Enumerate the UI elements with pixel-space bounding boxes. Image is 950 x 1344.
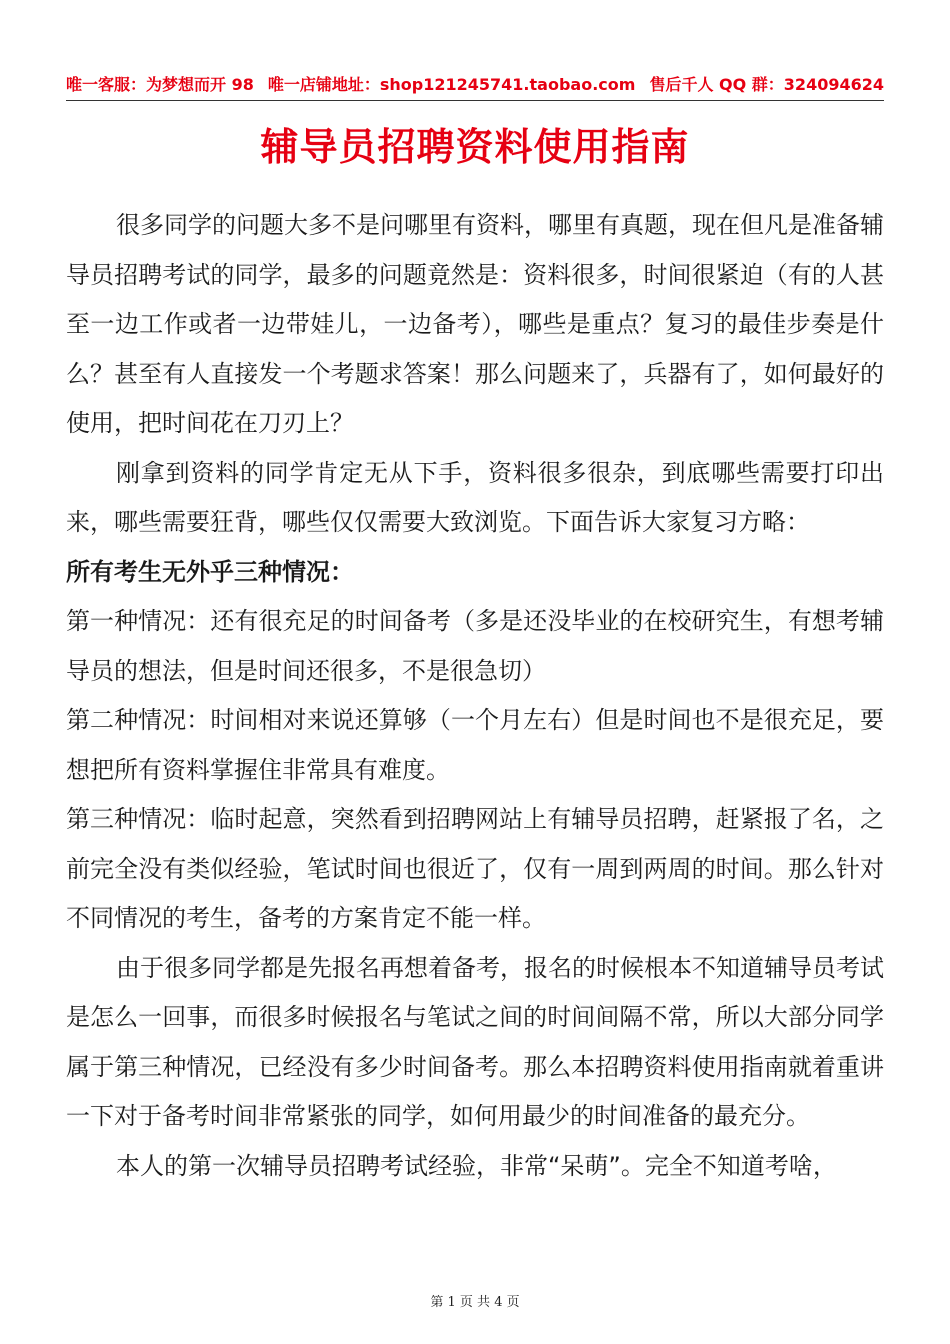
- header-shop-address: 唯一店铺地址：shop121245741.taobao.com: [267, 74, 636, 94]
- header-qq-group: 售后千人 QQ 群：324094624: [649, 74, 884, 94]
- paragraph-strategy: 刚拿到资料的同学肯定无从下手，资料很多很杂，到底哪些需要打印出来，哪些需要狂背，哪些仅仅需要大致浏览。下面告诉大家复习方略：: [66, 458, 884, 536]
- header-service: 唯一客服：为梦想而开 98: [66, 74, 254, 94]
- document-body: [66, 201, 884, 1191]
- header-divider: [66, 100, 884, 101]
- page-header: [66, 68, 884, 98]
- paragraph-experience: 本人的第一次辅导员招聘考试经验，非常“呆萌”。完全不知道考啥，: [116, 1151, 837, 1180]
- paragraph-heading: 所有考生无外乎三种情况：: [66, 557, 354, 586]
- paragraph-intro: 很多同学的问题大多不是问哪里有资料，哪里有真题，现在但凡是准备辅导员招聘考试的同学，最多的问题竟然是：资料很多，时间很紧迫（有的人甚至一边工作或者一边带娃儿，一边备考），哪些是重点？复习的最佳步奏是什么？甚至有人直接发一个考题求答案！那么问题来了，兵器有了，如何最好的使用，把时间花在刀刃上？: [66, 211, 884, 437]
- paragraph-case-one: 第一种情况：还有很充足的时间备考（多是还没毕业的在校研究生，有想考辅导员的想法，但是时间还很多，不是很急切）: [66, 607, 884, 685]
- paragraph-case-two: 第二种情况：时间相对来说还算够（一个月左右）但是时间也不是很充足，要想把所有资料掌握住非常具有难度。: [66, 706, 884, 784]
- paragraph-case-three: 第三种情况：临时起意，突然看到招聘网站上有辅导员招聘，赶紧报了名，之前完全没有类似经验，笔试时间也很近了，仅有一周到两周的时间。那么针对不同情况的考生，备考的方案肯定不能一样。: [66, 805, 884, 932]
- page-number: 第 1 页 共 4 页: [430, 1295, 520, 1310]
- document-title: 辅导员招聘资料使用指南: [260, 125, 690, 169]
- paragraph-majority: 由于很多同学都是先报名再想着备考，报名的时候根本不知道辅导员考试是怎么一回事，而很多时候报名与笔试之间的时间间隔不常，所以大部分同学属于第三种情况，已经没有多少时间备考。那么本招聘资料使用指南就着重讲一下对于备考时间非常紧张的同学，如何用最少的时间准备的最充分。: [66, 953, 884, 1130]
